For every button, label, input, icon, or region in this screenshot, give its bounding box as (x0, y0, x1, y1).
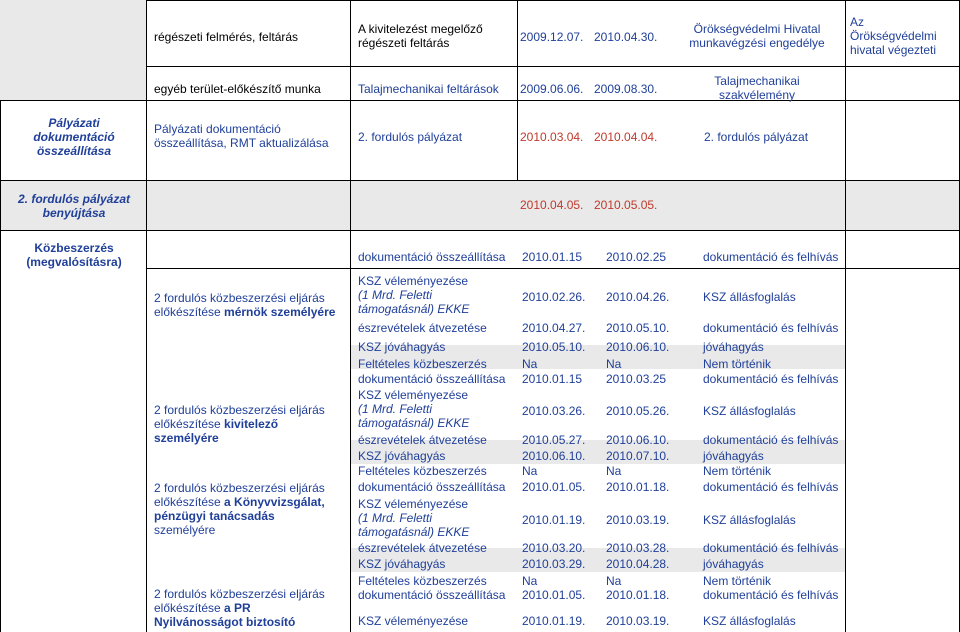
op-activity: KSZ jóváhagyás (358, 557, 446, 571)
op-output: dokumentáció és felhívás (703, 250, 839, 264)
row2-output: Talajmechanikai szakvélemény (714, 74, 800, 102)
op-end-date: 2010.07.10. (606, 449, 670, 463)
op-end-date: 2010.01.18. (606, 588, 670, 602)
grid-hline-3 (0, 180, 960, 181)
op-end-date: 2010.05.26. (606, 404, 670, 418)
grid-vline-3 (517, 0, 518, 180)
op-output: jóváhagyás (703, 449, 764, 463)
palyazati-start-date: 2010.03.04. (520, 130, 584, 144)
op-output: Nem történik (703, 464, 772, 478)
op-output: dokumentáció és felhívás (703, 433, 839, 447)
op-end-date: 2010.01.18. (606, 480, 670, 494)
grey-band-benyujtas (0, 180, 960, 230)
op-end-date: 2010.04.28. (606, 557, 670, 571)
grey-band-left-top (0, 0, 146, 100)
group-pr-title: 2 fordulós közbeszerzési eljárás előkészítése a PR Nyilvánosságot biztosító (154, 587, 325, 629)
op-start-date: 2010.01.19. (522, 513, 586, 527)
op-start-date: Na (522, 464, 538, 478)
group-mernok-title: 2 fordulós közbeszerzési eljárás előkészítése mérnök személyére (154, 291, 336, 319)
op-start-date: 2010.02.26. (522, 290, 586, 304)
op-activity: dokumentáció összeállítása (358, 372, 506, 386)
op-start-date: 2010.01.05. (522, 480, 586, 494)
group-kivitelezo-title: 2 fordulós közbeszerzési eljárás előkészítése kivitelező személyére (154, 403, 325, 445)
op-output: KSZ állásfoglalás (703, 614, 796, 628)
op-start-date: 2010.05.10. (522, 340, 586, 354)
op-activity: KSZ jóváhagyás (358, 340, 446, 354)
op-activity: dokumentáció összeállítása (358, 588, 506, 602)
op-activity: KSZ jóváhagyás (358, 449, 446, 463)
op-output: dokumentáció és felhívás (703, 321, 839, 335)
op-start-date: 2010.06.10. (522, 449, 586, 463)
row2-task: Talajmechanikai feltárások (358, 82, 499, 96)
palyazati-output: 2. fordulós pályázat (704, 130, 809, 144)
benyujtas-start-date: 2010.04.05. (520, 198, 584, 212)
grid-hline-0 (146, 0, 960, 1)
op-start-date: 2010.01.19. (522, 614, 586, 628)
row1-responsible: Az Örökségvédelmi hivatal végezteti (850, 15, 937, 57)
op-end-date: 2010.03.28. (606, 541, 670, 555)
palyazati-end-date: 2010.04.04. (594, 130, 658, 144)
grid-vline-2 (350, 0, 351, 632)
op-start-date: 2010.01.15 (522, 250, 583, 264)
palyazati-activity: 2. fordulós pályázat (358, 130, 463, 144)
op-activity: KSZ véleményezése (1 Mrd. Feletti támogatásnál) EKKE (358, 497, 470, 539)
op-activity: dokumentáció összeállítása (358, 250, 506, 264)
section-palyazati-title: Pályázati dokumentáció összeállítása (33, 116, 115, 158)
op-end-date: 2010.06.10. (606, 433, 670, 447)
op-start-date: 2010.03.29. (522, 557, 586, 571)
op-output: dokumentáció és felhívás (703, 372, 839, 386)
op-end-date: Na (606, 464, 622, 478)
grid-hline-4 (0, 230, 960, 231)
op-output: Nem történik (703, 357, 772, 371)
row1-output: Örökségvédelmi Hivatal munkavégzési engedélye (689, 22, 825, 50)
op-start-date: 2010.01.05. (522, 588, 586, 602)
op-activity: KSZ véleményezése (358, 614, 469, 628)
op-end-date: 2010.03.19. (606, 614, 670, 628)
op-start-date: Na (522, 574, 538, 588)
row2-end-date: 2009.08.30. (594, 82, 658, 96)
grid-hline-1 (146, 66, 960, 67)
op-output: KSZ állásfoglalás (703, 290, 796, 304)
op-activity: észrevételek átvezetése (358, 433, 487, 447)
op-start-date: 2010.05.27. (522, 433, 586, 447)
row1-end-date: 2010.04.30. (594, 30, 658, 44)
op-end-date: Na (606, 574, 622, 588)
op-start-date: 2010.01.15 (522, 372, 583, 386)
op-output: KSZ állásfoglalás (703, 404, 796, 418)
row2-start-date: 2009.06.06. (520, 82, 584, 96)
op-start-date: 2010.04.27. (522, 321, 586, 335)
row2-activity: egyéb terület-előkészítő munka (154, 82, 321, 96)
section-kozbeszerzes-title: Közbeszerzés (megvalósításra) (26, 241, 122, 269)
op-start-date: 2010.03.20. (522, 541, 586, 555)
benyujtas-end-date: 2010.05.05. (594, 198, 658, 212)
op-output: jóváhagyás (703, 557, 764, 571)
op-end-date: Na (606, 357, 622, 371)
row1-activity: régészeti felmérés, feltárás (154, 30, 299, 44)
op-activity: dokumentáció összeállítása (358, 480, 506, 494)
op-output: dokumentáció és felhívás (703, 480, 839, 494)
op-start-date: Na (522, 357, 538, 371)
op-output: dokumentáció és felhívás (703, 588, 839, 602)
row1-start-date: 2009.12.07. (520, 30, 584, 44)
grid-vline-4 (845, 0, 846, 632)
op-output: dokumentáció és felhívás (703, 541, 839, 555)
op-activity: Feltételes közbeszerzés (358, 464, 487, 478)
grid-hline-5 (146, 268, 960, 269)
op-end-date: 2010.02.25 (606, 250, 667, 264)
op-activity: Feltételes közbeszerzés (358, 574, 487, 588)
op-output: KSZ állásfoglalás (703, 513, 796, 527)
row1-task: A kivitelezést megelőző régészeti feltárás (358, 22, 483, 50)
group-konyvvizsgalat-title: 2 fordulós közbeszerzési eljárás előkészítése a Könyvvizsgálat, pénzügyi tanácsadás személyére (154, 481, 325, 537)
op-activity: KSZ véleményezése (1 Mrd. Feletti támogatásnál) EKKE (358, 274, 470, 316)
op-end-date: 2010.04.26. (606, 290, 670, 304)
op-start-date: 2010.03.26. (522, 404, 586, 418)
op-end-date: 2010.05.10. (606, 321, 670, 335)
palyazati-description: Pályázati dokumentáció összeállítása, RMT aktualizálása (154, 122, 329, 150)
op-end-date: 2010.06.10. (606, 340, 670, 354)
op-activity: észrevételek átvezetése (358, 321, 487, 335)
section-benyujtas-title: 2. fordulós pályázat benyújtása (17, 192, 131, 220)
op-activity: KSZ véleményezése (1 Mrd. Feletti támogatásnál) EKKE (358, 388, 470, 430)
op-end-date: 2010.03.25 (606, 372, 667, 386)
op-activity: észrevételek átvezetése (358, 541, 487, 555)
op-end-date: 2010.03.19. (606, 513, 670, 527)
op-output: Nem történik (703, 574, 772, 588)
op-activity: Feltételes közbeszerzés (358, 357, 487, 371)
grid-vline-1 (146, 0, 147, 632)
op-output: jóváhagyás (703, 340, 764, 354)
